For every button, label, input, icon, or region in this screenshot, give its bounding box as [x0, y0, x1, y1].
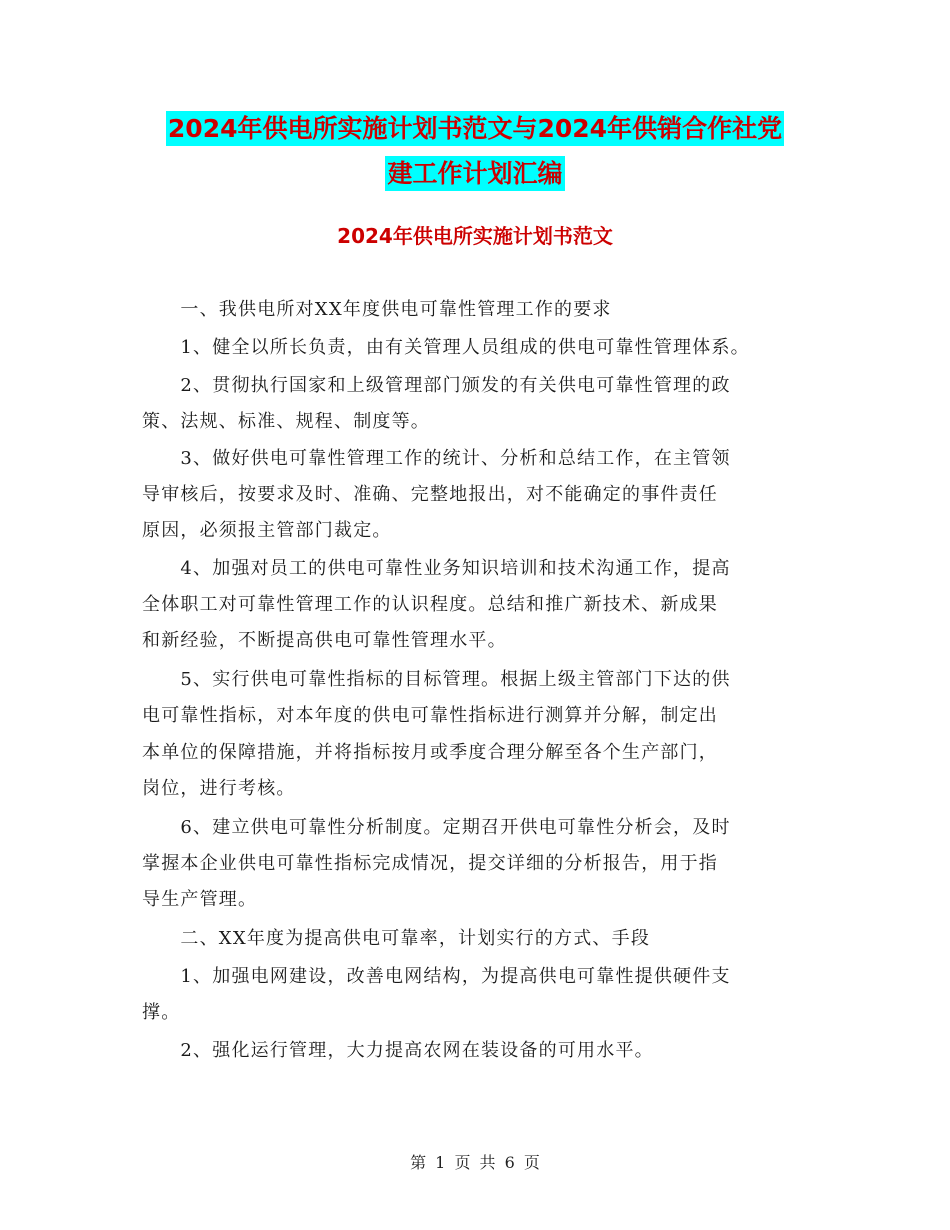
body-line: 导生产管理。: [142, 889, 258, 910]
body-line: 2、贯彻执行国家和上级管理部门颁发的有关供电可靠性管理的政: [142, 375, 731, 396]
body-line: 2、强化运行管理，大力提高农网在装设备的可用水平。: [142, 1040, 654, 1061]
body-line: 电可靠性指标，对本年度的供电可靠性指标进行测算并分解，制定出: [142, 705, 718, 726]
body-line: 策、法规、标准、规程、制度等。: [142, 411, 430, 432]
body-line: 原因，必须报主管部门裁定。: [142, 520, 392, 541]
body-line: 3、做好供电可靠性管理工作的统计、分析和总结工作，在主管领: [142, 448, 731, 469]
body-line: 6、建立供电可靠性分析制度。定期召开供电可靠性分析会，及时: [142, 817, 731, 838]
body-line: 1、加强电网建设，改善电网结构，为提高供电可靠性提供硬件支: [142, 966, 731, 987]
body-line: 撑。: [142, 1002, 181, 1023]
body-line: 本单位的保障措施，并将指标按月或季度合理分解至各个生产部门，: [142, 742, 718, 763]
body-line: 岗位，进行考核。: [142, 778, 296, 799]
body-line: 4、加强对员工的供电可靠性业务知识培训和技术沟通工作，提高: [142, 558, 731, 579]
body-line: 1、健全以所长负责，由有关管理人员组成的供电可靠性管理体系。: [142, 337, 750, 358]
body-line: 导审核后，按要求及时、准确、完整地报出，对不能确定的事件责任: [142, 484, 718, 505]
page-footer: 第 1 页 共 6 页: [410, 1153, 540, 1172]
body-line: 全体职工对可靠性管理工作的认识程度。总结和推广新技术、新成果: [142, 594, 718, 615]
body-line: 和新经验，不断提高供电可靠性管理水平。: [142, 630, 507, 651]
body-line: 一、我供电所对XX年度供电可靠性管理工作的要求: [142, 299, 612, 320]
document-title-line-2: 建工作计划汇编: [0, 159, 950, 189]
document-title-line-1: 2024年供电所实施计划书范文与2024年供销合作社党: [0, 114, 950, 144]
body-line: 5、实行供电可靠性指标的目标管理。根据上级主管部门下达的供: [142, 669, 731, 690]
section-heading: 2024年供电所实施计划书范文: [337, 224, 613, 248]
body-line: 掌握本企业供电可靠性指标完成情况，提交详细的分析报告，用于指: [142, 853, 718, 874]
body-line: 二、XX年度为提高供电可靠率，计划实行的方式、手段: [142, 928, 651, 949]
